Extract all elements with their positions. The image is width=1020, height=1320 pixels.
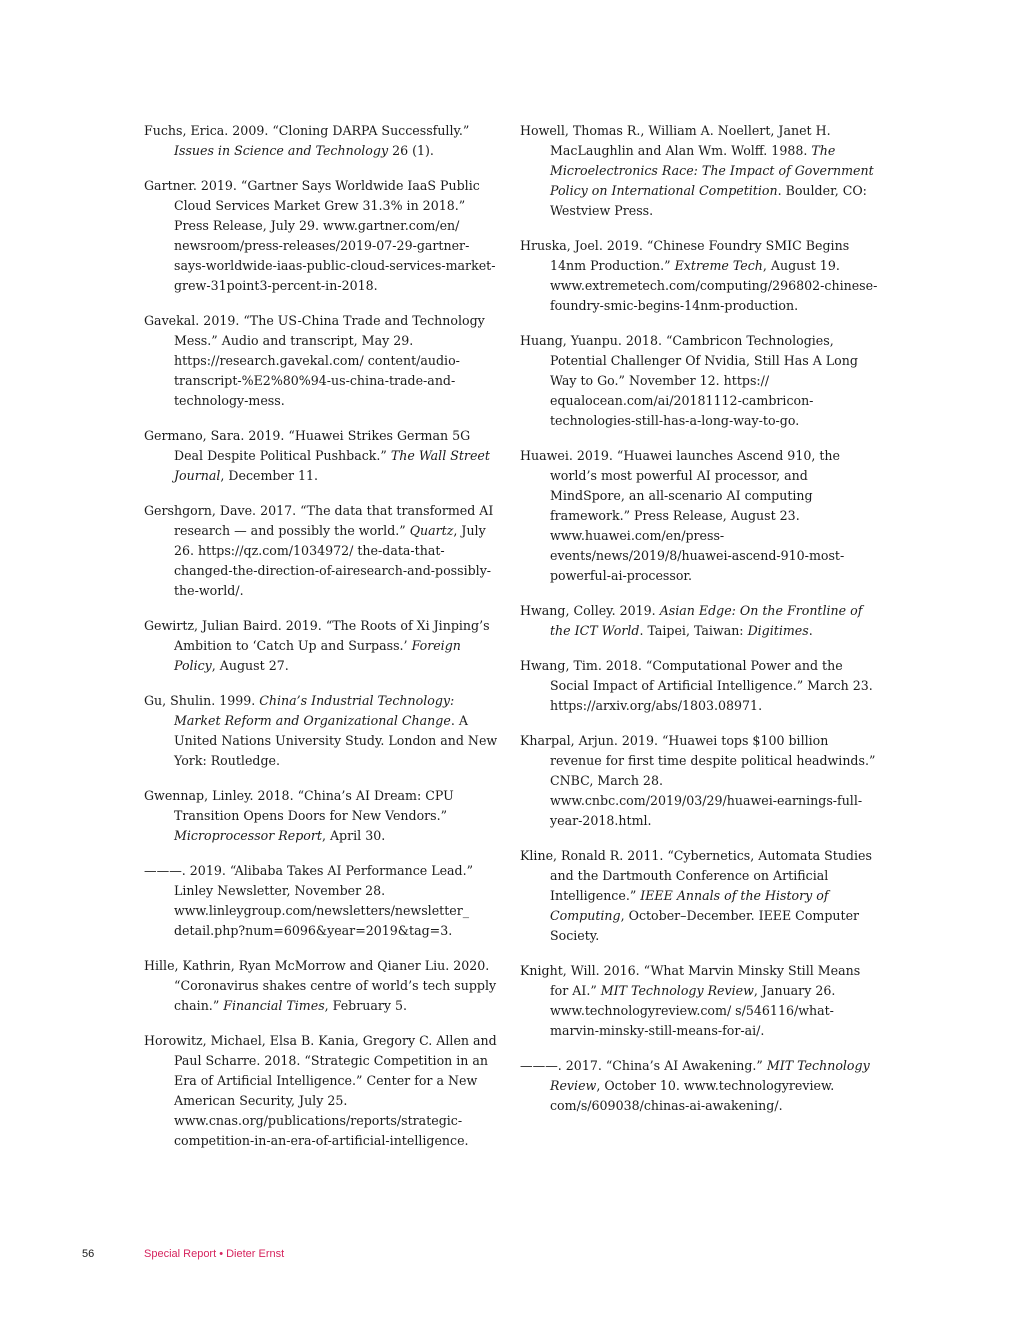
reference-text: Huang, Yuanpu. 2018. “Cambricon Technologies, Potential Challenger Of Nvidia, Still Has A Long Way to Go.” November 12. https:// equalocean.com/ai/20181112-cambricon-technologies-still-has-a-long-way-to-go.	[520, 333, 858, 428]
reference-text: 26 (1).	[388, 143, 434, 158]
reference-entry	[144, 501, 500, 601]
reference-text: Fuchs, Erica. 2009. “Cloning DARPA Successfully.”	[144, 123, 470, 138]
reference-title-italic: MIT Technology Review	[550, 1058, 870, 1093]
reference-text: . Boulder, CO: Westview Press.	[550, 183, 867, 218]
reference-entry	[520, 846, 882, 946]
reference-entry	[520, 961, 882, 1041]
reference-text: Hwang, Tim. 2018. “Computational Power and the Social Impact of Artificial Intelligence.” March 23. https://arxiv.org/abs/1803.08971.	[520, 658, 873, 713]
reference-entry	[144, 426, 500, 486]
reference-text: ———. 2017. “China’s AI Awakening.”	[520, 1058, 767, 1073]
reference-entry	[144, 121, 500, 161]
reference-text: Knight, Will. 2016. “What Marvin Minsky Still Means for AI.”	[520, 963, 861, 998]
reference-text: Gwennap, Linley. 2018. “China’s AI Dream: CPU Transition Opens Doors for New Vendors.”	[144, 788, 454, 823]
reference-entry	[520, 236, 882, 316]
reference-text: Howell, Thomas R., William A. Noellert, Janet H. MacLaughlin and Alan Wm. Wolff. 1988.	[520, 123, 831, 158]
reference-entry	[144, 956, 500, 1016]
reference-text: Hille, Kathrin, Ryan McMorrow and Qianer Liu. 2020. “Coronavirus shakes centre of world’s tech supply chain.”	[144, 958, 497, 1013]
reference-text: , October–December. IEEE Computer Society.	[550, 908, 860, 943]
reference-entry	[144, 786, 500, 846]
reference-text: , December 11.	[220, 468, 318, 483]
reference-title-italic: MIT Technology Review	[600, 983, 754, 998]
reference-title-italic: Microprocessor Report	[174, 828, 322, 843]
reference-entry	[520, 601, 882, 641]
reference-text: Gavekal. 2019. “The US-China Trade and Technology Mess.” Audio and transcript, May 29. https://research.gavekal.com/ content/audio-transcript-%E2%80%94-us-china-trade-and-technology-mess.	[144, 313, 485, 408]
reference-title-italic: China’s Industrial Technology: Market Reform and Organizational Change	[174, 693, 455, 728]
reference-text: Kharpal, Arjun. 2019. “Huawei tops $100 billion revenue for first time despite political headwinds.” CNBC, March 28. www.cnbc.com/2019/03/29/huawei-earnings-full-year-2018.html.	[520, 733, 876, 828]
reference-entry	[520, 446, 882, 586]
reference-entry	[520, 731, 882, 831]
reference-text: , October 10. www.technologyreview. com/s/609038/chinas-ai-awakening/.	[550, 1078, 835, 1113]
reference-entry	[144, 1031, 500, 1151]
reference-text: Gartner. 2019. “Gartner Says Worldwide IaaS Public Cloud Services Market Grew 31.3% in 2018.” Press Release, July 29. www.gartner.com/en/ newsroom/press-releases/2019-07-29-gartner-says-worldwide-iaas-public-cloud-services-market-grew-31point3-percent-in-2018.	[144, 178, 496, 293]
reference-text: . Taipei, Taiwan:	[639, 623, 748, 638]
reference-title-italic: IEEE Annals of the History of Computing	[550, 888, 829, 923]
reference-text: Gershgorn, Dave. 2017. “The data that transformed AI research — and possibly the world.”	[144, 503, 494, 538]
reference-text: Horowitz, Michael, Elsa B. Kania, Gregory C. Allen and Paul Scharre. 2018. “Strategic Competition in an Era of Artificial Intelligence.” Center for a New American Security, July 25. www.cnas.org/publications/reports/strategic-competition-in-an-era-of-artificial-intelligence.	[144, 1033, 497, 1148]
reference-text: Hruska, Joel. 2019. “Chinese Foundry SMIC Begins 14nm Production.”	[520, 238, 850, 273]
reference-title-italic: Asian Edge: On the Frontline of the ICT World	[550, 603, 863, 638]
reference-title-italic: Extreme Tech	[674, 258, 763, 273]
reference-text: , August 27.	[211, 658, 289, 673]
reference-text: , April 30.	[321, 828, 386, 843]
reference-entry	[144, 311, 500, 411]
references-left-column	[144, 121, 500, 1166]
reference-text: , August 19. www.extremetech.com/computing/296802-chinese-foundry-smic-begins-14nm-production.	[550, 258, 878, 313]
reference-title-italic: The Microelectronics Race: The Impact of Government Policy on International Competition	[550, 143, 874, 198]
reference-text: , February 5.	[324, 998, 408, 1013]
reference-text: Hwang, Colley. 2019.	[520, 603, 660, 618]
reference-text: Gu, Shulin. 1999.	[144, 693, 260, 708]
reference-text: Gewirtz, Julian Baird. 2019. “The Roots of Xi Jinping’s Ambition to ‘Catch Up and Surpass.’	[144, 618, 490, 653]
reference-title-italic: Foreign Policy	[174, 638, 461, 673]
reference-text: ———. 2019. “Alibaba Takes AI Performance Lead.” Linley Newsletter, November 28. www.linleygroup.com/newsletters/newsletter_ detail.php?num=6096&year=2019&tag=3.	[144, 863, 474, 938]
page-number: 56	[82, 1248, 95, 1260]
reference-title-italic: Issues in Science and Technology	[174, 143, 389, 158]
reference-entry	[144, 616, 500, 676]
reference-entry	[520, 121, 882, 221]
reference-entry	[520, 331, 882, 431]
reference-title-italic: The Wall Street Journal	[174, 448, 490, 483]
running-head: Special Report • Dieter Ernst	[144, 1248, 285, 1260]
reference-title-italic: Financial Times	[223, 998, 325, 1013]
reference-title-italic: Digitimes	[747, 623, 809, 638]
reference-text: Huawei. 2019. “Huawei launches Ascend 910, the world’s most powerful AI processor, and MindSpore, an all-scenario AI computing framework.” Press Release, August 23. www.huawei.com/en/press-events/news/2019/8/huawei-ascend-910-most-powerful-ai-processor.	[520, 448, 845, 583]
reference-title-italic: Quartz	[409, 523, 454, 538]
references-right-column	[520, 121, 882, 1131]
reference-entry	[144, 861, 500, 941]
reference-text: Germano, Sara. 2019. “Huawei Strikes German 5G Deal Despite Political Pushback.”	[144, 428, 471, 463]
reference-text: , January 26. www.technologyreview.com/ s/546116/what-marvin-minsky-still-means-for-ai/.	[550, 983, 836, 1038]
reference-entry	[144, 176, 500, 296]
reference-entry	[144, 691, 500, 771]
reference-text: . A United Nations University Study. London and New York: Routledge.	[174, 713, 498, 768]
reference-entry	[520, 656, 882, 716]
reference-text: , July 26. https://qz.com/1034972/ the-data-that-changed-the-direction-of-airesearch-and-possibly-the-world/.	[174, 523, 492, 598]
reference-text: .	[808, 623, 813, 638]
reference-text: Kline, Ronald R. 2011. “Cybernetics, Automata Studies and the Dartmouth Conference on Artificial Intelligence.”	[520, 848, 872, 903]
reference-entry	[520, 1056, 882, 1116]
